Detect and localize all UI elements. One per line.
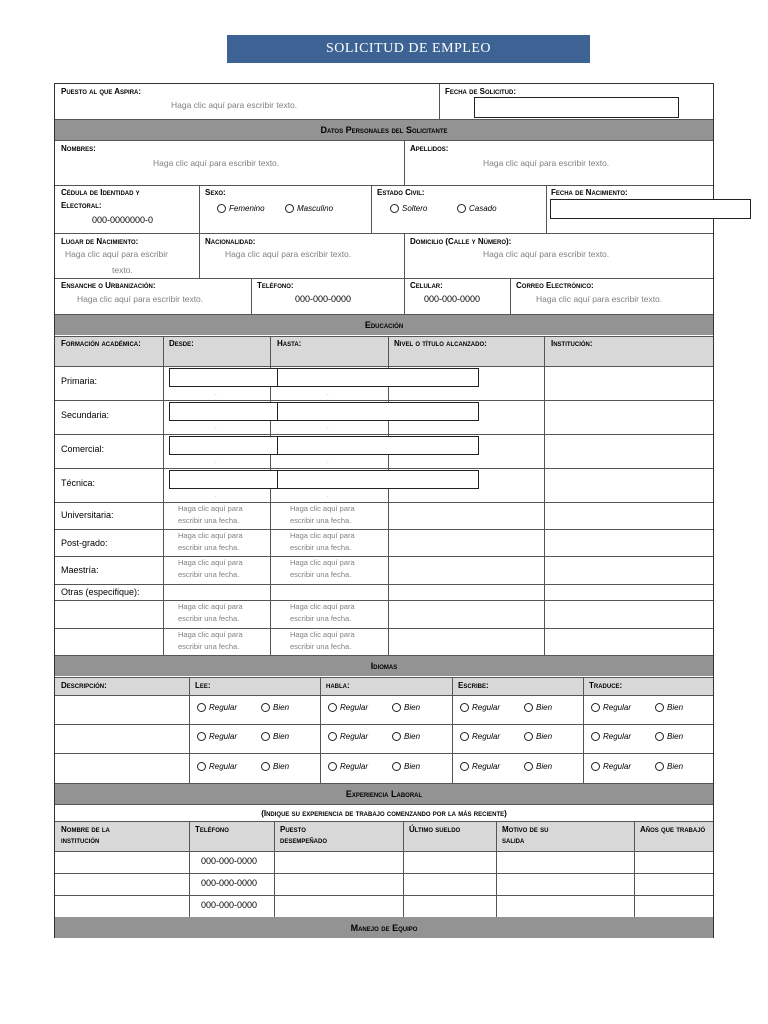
edu-desde-input[interactable] xyxy=(169,402,278,421)
radio-regular[interactable]: Regular xyxy=(591,762,631,771)
date-placeholder[interactable]: escribir una fecha. xyxy=(290,570,352,579)
date-placeholder[interactable]: Haga clic aquí para xyxy=(290,504,355,513)
grid-line xyxy=(55,366,713,367)
lang-header-lee: Lee: xyxy=(195,681,211,690)
puesto-input[interactable]: Haga clic aquí para escribir texto. xyxy=(171,100,298,110)
grid-line xyxy=(55,895,713,896)
correo-input[interactable]: Haga clic aquí para escribir texto. xyxy=(536,294,663,304)
radio-bien[interactable]: Bien xyxy=(655,703,683,712)
celular-input[interactable]: 000-000-0000 xyxy=(424,294,481,304)
radio-circle-icon xyxy=(261,703,270,712)
radio-bien[interactable]: Bien xyxy=(655,762,683,771)
lang-header-descripcion: Descripción: xyxy=(61,681,107,690)
lugar-nacimiento-input-wrap[interactable]: texto. xyxy=(112,265,133,275)
grid-line xyxy=(55,600,713,601)
radio-regular[interactable]: Regular xyxy=(197,703,237,712)
radio-circle-icon xyxy=(591,703,600,712)
fecha-solicitud-input[interactable] xyxy=(474,97,679,118)
nacionalidad-input[interactable]: Haga clic aquí para escribir texto. xyxy=(225,249,352,259)
grid-line xyxy=(55,724,713,725)
grid-line xyxy=(583,677,584,783)
lang-header-traduce: Traduce: xyxy=(589,681,623,690)
grid-line xyxy=(55,695,713,696)
radio-circle-icon xyxy=(392,732,401,741)
grid-line xyxy=(403,821,404,917)
grid-line xyxy=(452,677,453,783)
apellidos-label: Apellidos: xyxy=(410,144,449,153)
ensanche-label: Ensanche o Urbanización: xyxy=(61,281,156,290)
grid-line xyxy=(55,628,713,629)
radio-bien[interactable]: Bien xyxy=(392,703,420,712)
edu-hasta-input[interactable] xyxy=(277,470,479,489)
lang-header-habla: habla: xyxy=(326,681,350,690)
grid-line xyxy=(496,821,497,917)
edu-row-label: Maestría: xyxy=(61,565,99,575)
radio-circle-icon xyxy=(261,762,270,771)
radio-circle-icon xyxy=(460,703,469,712)
edu-row-label: Secundaria: xyxy=(61,410,110,420)
grid-line xyxy=(55,821,713,822)
date-placeholder[interactable]: escribir una fecha. xyxy=(178,570,240,579)
radio-circle-icon xyxy=(392,762,401,771)
exp-phone-input[interactable]: 000-000-0000 xyxy=(201,900,258,910)
edu-hasta-input[interactable] xyxy=(277,402,479,421)
date-placeholder[interactable]: Haga clic aquí para xyxy=(290,531,355,540)
edu-header-formacion: Formación académica: xyxy=(61,339,141,348)
lugar-nacimiento-input[interactable]: Haga clic aquí para escribir xyxy=(65,249,168,259)
cedula-label-1: Cédula de Identidad y xyxy=(61,188,140,197)
radio-regular[interactable]: Regular xyxy=(328,762,368,771)
radio-circle-icon xyxy=(392,703,401,712)
puesto-label: Puesto al que Aspira: xyxy=(61,87,142,96)
apellidos-input[interactable]: Haga clic aquí para escribir texto. xyxy=(483,158,610,168)
edu-dot: . xyxy=(215,391,217,397)
radio-circle-icon xyxy=(328,703,337,712)
date-placeholder[interactable]: Haga clic aquí para xyxy=(290,602,355,611)
grid-line xyxy=(55,468,713,469)
exp-header: Teléfono xyxy=(195,825,229,834)
radio-regular[interactable]: Regular xyxy=(460,732,500,741)
edu-header-nivel: Nivel o título alcanzado: xyxy=(394,339,487,348)
lugar-nacimiento-label: Lugar de Nacimiento: xyxy=(61,237,139,246)
grid-line xyxy=(320,677,321,783)
edu-dot: . xyxy=(215,459,217,465)
edu-desde-input[interactable] xyxy=(169,368,278,387)
lang-header-escribe: Escribe: xyxy=(458,681,489,690)
radio-circle-icon xyxy=(328,732,337,741)
radio-bien[interactable]: Bien xyxy=(392,762,420,771)
grid-line xyxy=(55,584,713,585)
nacionalidad-label: Nacionalidad: xyxy=(205,237,256,246)
date-placeholder[interactable]: escribir una fecha. xyxy=(290,543,352,552)
grid-line xyxy=(55,434,713,435)
radio-masculino[interactable]: Masculino xyxy=(285,204,333,213)
grid-line xyxy=(55,336,713,337)
radio-circle-icon xyxy=(524,762,533,771)
edu-dot: . xyxy=(215,425,217,431)
exp-header: Nombre de la institución xyxy=(61,825,110,845)
date-placeholder[interactable]: Haga clic aquí para xyxy=(290,630,355,639)
edu-hasta-input[interactable] xyxy=(277,436,479,455)
radio-bien[interactable]: Bien xyxy=(261,732,289,741)
fecha-solicitud-label: Fecha de Solicitud: xyxy=(445,87,516,96)
radio-circle-icon xyxy=(217,204,226,213)
edu-row-label: Post-grado: xyxy=(61,538,108,548)
domicilio-input[interactable]: Haga clic aquí para escribir texto. xyxy=(483,249,610,259)
estado-civil-label: Estado Civil: xyxy=(377,188,425,197)
edu-desde-input[interactable] xyxy=(169,436,278,455)
radio-circle-icon xyxy=(285,204,294,213)
date-placeholder[interactable]: escribir una fecha. xyxy=(290,614,352,623)
cedula-label-2: Electoral: xyxy=(61,201,102,210)
date-placeholder[interactable]: Haga clic aquí para xyxy=(178,602,243,611)
section-experiencia: Experiencia Laboral xyxy=(55,784,713,804)
radio-bien[interactable]: Bien xyxy=(524,732,552,741)
celular-label: Celular: xyxy=(410,281,443,290)
exp-phone-input[interactable]: 000-000-0000 xyxy=(201,878,258,888)
education-header-row xyxy=(55,336,713,366)
edu-row-label: Universitaria: xyxy=(61,510,114,520)
radio-circle-icon xyxy=(457,204,466,213)
sexo-label: Sexo: xyxy=(205,188,226,197)
job-application-form xyxy=(54,83,714,938)
exp-phone-input[interactable]: 000-000-0000 xyxy=(201,856,258,866)
radio-regular[interactable]: Regular xyxy=(591,732,631,741)
radio-regular[interactable]: Regular xyxy=(591,703,631,712)
radio-circle-icon xyxy=(524,732,533,741)
grid-line xyxy=(163,336,164,655)
radio-circle-icon xyxy=(460,762,469,771)
date-placeholder[interactable]: escribir una fecha. xyxy=(178,642,240,651)
grid-line xyxy=(55,851,713,852)
grid-line xyxy=(189,821,190,917)
experience-header-row xyxy=(55,821,713,851)
date-placeholder[interactable]: escribir una fecha. xyxy=(290,516,352,525)
radio-circle-icon xyxy=(328,762,337,771)
nombres-input[interactable]: Haga clic aquí para escribir texto. xyxy=(153,158,280,168)
grid-line xyxy=(55,556,713,557)
nombres-label: Nombres: xyxy=(61,144,96,153)
cedula-input[interactable]: 000-0000000-0 xyxy=(92,215,154,225)
radio-soltero[interactable]: Soltero xyxy=(390,204,427,213)
date-placeholder[interactable]: escribir una fecha. xyxy=(178,614,240,623)
edu-dot: . xyxy=(215,493,217,499)
date-placeholder[interactable]: Haga clic aquí para xyxy=(178,630,243,639)
radio-regular[interactable]: Regular xyxy=(328,703,368,712)
radio-circle-icon xyxy=(261,732,270,741)
radio-bien[interactable]: Bien xyxy=(392,732,420,741)
radio-circle-icon xyxy=(390,204,399,213)
form-title: SOLICITUD DE EMPLEO xyxy=(227,35,590,63)
date-placeholder[interactable]: escribir una fecha. xyxy=(290,642,352,651)
radio-bien[interactable]: Bien xyxy=(655,732,683,741)
radio-regular[interactable]: Regular xyxy=(197,732,237,741)
experience-subtitle: (Indique su experiencia de trabajo comenzando por la más reciente) xyxy=(261,808,507,818)
edu-dot: . xyxy=(327,425,329,431)
section-manejo-equipo: Manejo de Equipo xyxy=(55,917,713,938)
edu-row-label: Primaria: xyxy=(61,376,98,386)
exp-header: Años que trabajó xyxy=(640,825,706,834)
date-placeholder[interactable]: Haga clic aquí para xyxy=(178,504,243,513)
radio-circle-icon xyxy=(197,703,206,712)
section-educacion: Educación xyxy=(55,315,713,335)
section-datos-personales: Datos Personales del Solicitante xyxy=(55,120,713,140)
date-placeholder[interactable]: escribir una fecha. xyxy=(178,516,240,525)
fecha-nacimiento-input[interactable] xyxy=(550,199,751,219)
exp-header: Puesto desempeñado xyxy=(280,825,328,845)
radio-circle-icon xyxy=(655,732,664,741)
grid-line xyxy=(55,400,713,401)
exp-header: Motivo de su salida xyxy=(502,825,549,845)
correo-label: Correo Electrónico: xyxy=(516,281,594,290)
domicilio-label: Domicilio (Calle y Número): xyxy=(410,237,512,246)
telefono-input[interactable]: 000-000-0000 xyxy=(295,294,352,304)
radio-femenino[interactable]: Femenino xyxy=(217,204,265,213)
edu-header-hasta: Hasta: xyxy=(277,339,302,348)
grid-line xyxy=(189,677,190,783)
radio-circle-icon xyxy=(655,703,664,712)
radio-bien[interactable]: Bien xyxy=(261,762,289,771)
grid-line xyxy=(55,873,713,874)
section-idiomas: Idiomas xyxy=(55,656,713,676)
grid-line xyxy=(55,529,713,530)
radio-circle-icon xyxy=(591,762,600,771)
telefono-label: Teléfono: xyxy=(257,281,294,290)
radio-circle-icon xyxy=(591,732,600,741)
edu-row-label: Comercial: xyxy=(61,444,105,454)
radio-regular[interactable]: Regular xyxy=(460,762,500,771)
radio-regular[interactable]: Regular xyxy=(460,703,500,712)
grid-line xyxy=(544,336,545,655)
edu-header-desde: Desde: xyxy=(169,339,194,348)
grid-line xyxy=(55,502,713,503)
edu-dot: . xyxy=(327,391,329,397)
edu-desde-input[interactable] xyxy=(169,470,278,489)
radio-casado[interactable]: Casado xyxy=(457,204,497,213)
date-placeholder[interactable]: escribir una fecha. xyxy=(178,543,240,552)
grid-line xyxy=(55,753,713,754)
edu-header-institucion: Institución: xyxy=(551,339,593,348)
exp-header: Último sueldo xyxy=(409,825,461,834)
edu-row-label: Otras (especifique): xyxy=(61,587,140,597)
radio-circle-icon xyxy=(197,762,206,771)
date-placeholder[interactable]: Haga clic aquí para xyxy=(178,558,243,567)
grid-line xyxy=(274,821,275,917)
ensanche-input[interactable]: Haga clic aquí para escribir texto. xyxy=(77,294,204,304)
radio-regular[interactable]: Regular xyxy=(328,732,368,741)
radio-bien[interactable]: Bien xyxy=(261,703,289,712)
edu-dot: . xyxy=(327,493,329,499)
grid-line xyxy=(634,821,635,917)
edu-row-label: Técnica: xyxy=(61,478,96,488)
radio-circle-icon xyxy=(460,732,469,741)
fecha-nacimiento-label: Fecha de Nacimiento: xyxy=(551,188,628,197)
radio-circle-icon xyxy=(197,732,206,741)
date-placeholder[interactable]: Haga clic aquí para xyxy=(290,558,355,567)
radio-bien[interactable]: Bien xyxy=(524,703,552,712)
edu-hasta-input[interactable] xyxy=(277,368,479,387)
radio-bien[interactable]: Bien xyxy=(524,762,552,771)
radio-circle-icon xyxy=(524,703,533,712)
radio-circle-icon xyxy=(655,762,664,771)
edu-dot: . xyxy=(327,459,329,465)
radio-regular[interactable]: Regular xyxy=(197,762,237,771)
grid-line xyxy=(55,677,713,678)
date-placeholder[interactable]: Haga clic aquí para xyxy=(178,531,243,540)
